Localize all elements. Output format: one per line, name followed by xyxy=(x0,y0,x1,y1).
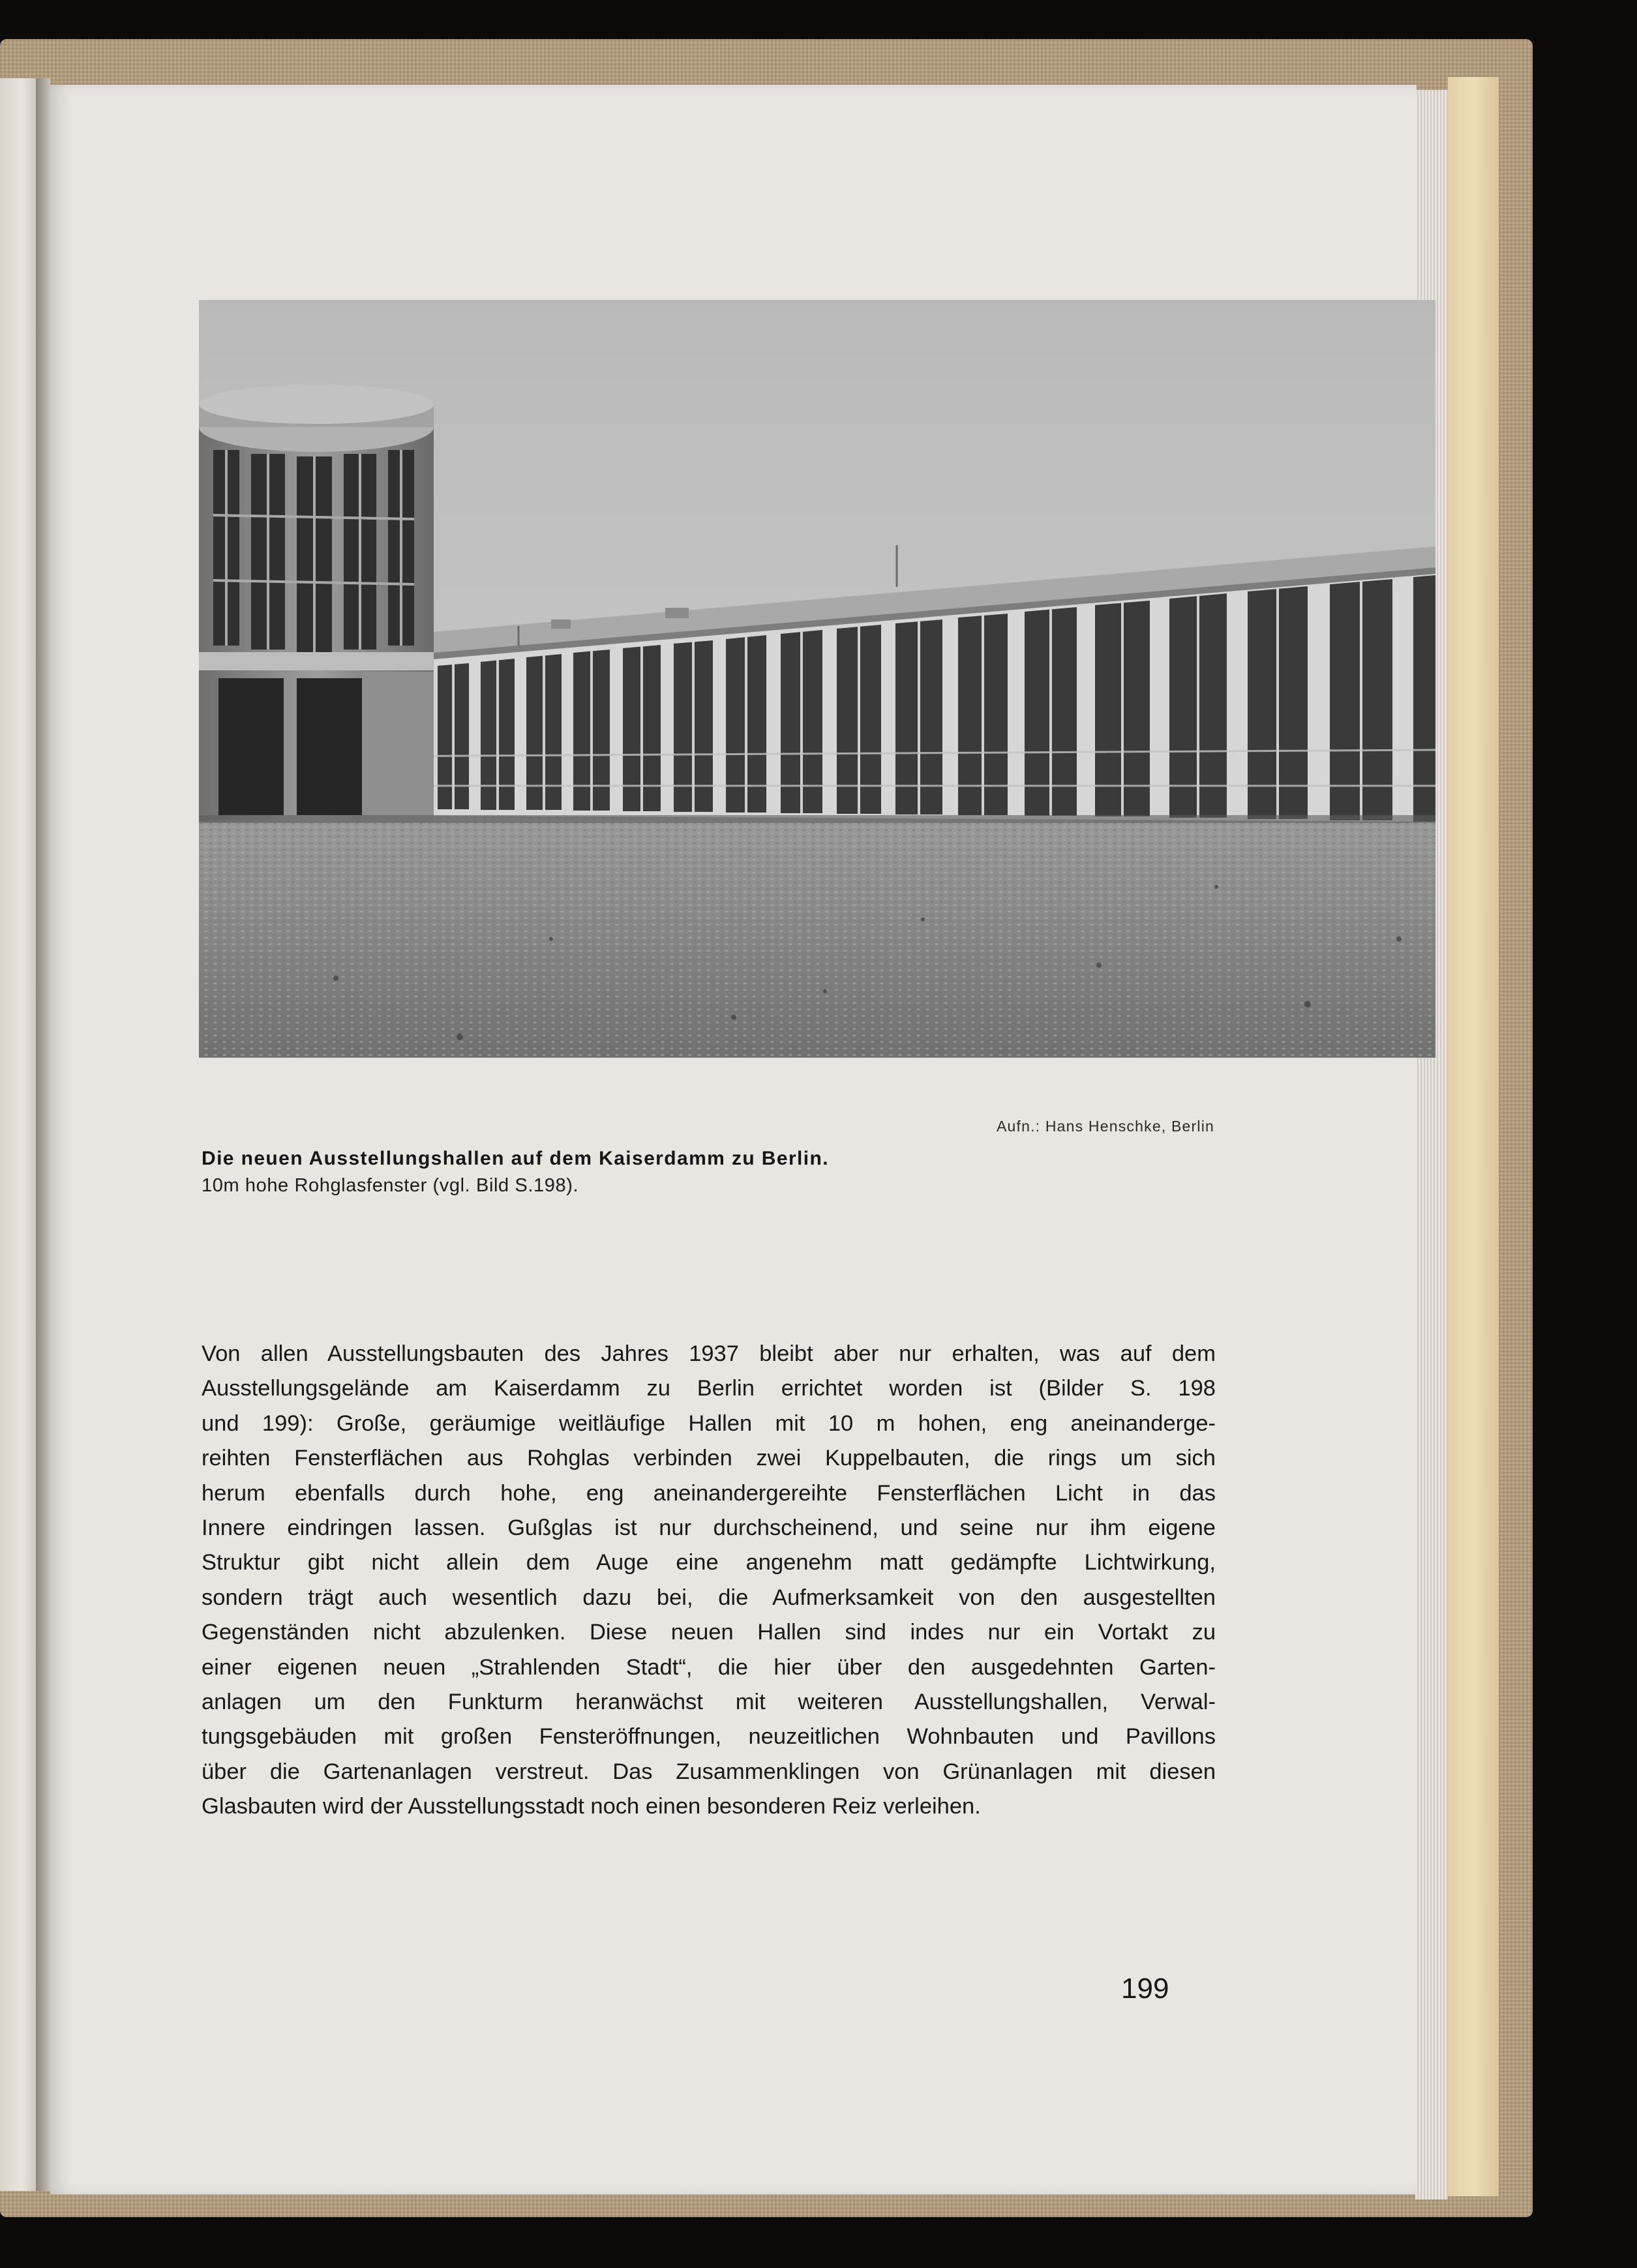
exhibition-hall-photo xyxy=(199,300,1435,1058)
book-page xyxy=(50,85,1417,2194)
page-number: 199 xyxy=(1121,1973,1169,2005)
left-page-edge xyxy=(0,78,36,2191)
body-line: reihten Fensterflächen aus Rohglas verbinden zwei Kuppelbauten, die rings um sich xyxy=(202,1446,1216,1471)
body-line: Innere eindringen lassen. Gußglas ist nur durchscheinend, und seine nur ihm eigene xyxy=(202,1515,1216,1541)
body-line: herum ebenfalls durch hohe, eng aneinandergereihte Fensterflächen Licht in das xyxy=(202,1480,1216,1506)
caption-title: Die neuen Ausstellungshallen auf dem Kaiserdamm zu Berlin. xyxy=(202,1148,829,1169)
body-line: über die Gartenanlagen verstreut. Das Zusammenklingen von Grünanlagen mit diesen xyxy=(202,1759,1216,1784)
endpaper xyxy=(1448,77,1499,2196)
body-line: sondern trägt auch wesentlich dazu bei, die Aufmerksamkeit von den ausgestellten xyxy=(202,1585,1216,1610)
body-line: einer eigenen neuen „Strahlenden Stadt“, die hier über den ausgedehnten Garten- xyxy=(202,1654,1216,1680)
body-line: Glasbauten wird der Ausstellungsstadt noch einen besonderen Reiz verleihen. xyxy=(202,1794,981,1819)
body-line: Von allen Ausstellungsbauten des Jahres 1937 bleibt aber nur erhalten, was auf dem xyxy=(202,1341,1216,1366)
body-line: Ausstellungsgelände am Kaiserdamm zu Berlin errichtet worden ist (Bilder S. 198 xyxy=(202,1376,1216,1401)
body-paragraph xyxy=(202,1337,1216,1825)
photo-credit: Aufn.: Hans Henschke, Berlin xyxy=(996,1118,1214,1135)
body-line: anlagen um den Funkturm heranwächst mit weiteren Ausstellungshallen, Verwal- xyxy=(202,1690,1216,1715)
caption-subtitle: 10m hohe Rohglasfenster (vgl. Bild S.198). xyxy=(202,1175,579,1196)
book-gutter xyxy=(36,78,50,2191)
body-line: und 199): Große, geräumige weitläufige Hallen mit 10 m hohen, eng aneinanderge- xyxy=(202,1410,1216,1436)
body-line: Gegenständen nicht abzulenken. Diese neuen Hallen sind indes nur ein Vortakt zu xyxy=(202,1620,1216,1645)
body-line: tungsgebäuden mit großen Fensteröffnungen, neuzeitlichen Wohnbauten und Pavillons xyxy=(202,1724,1216,1750)
body-line: Struktur gibt nicht allein dem Auge eine angenehm matt gedämpfte Lichtwirkung, xyxy=(202,1550,1216,1575)
